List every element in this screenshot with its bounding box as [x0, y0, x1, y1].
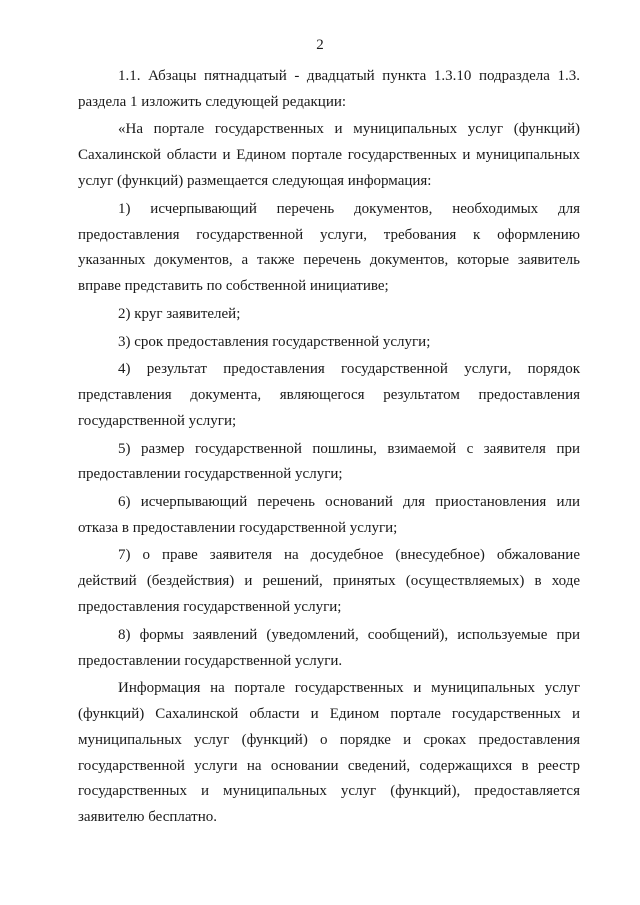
paragraph-free-of-charge: Информация на портале государственных и муниципальных услуг (функций) Сахалинской области и Едином портале государственных и муниципальных услуг (функций) о порядке и сроках предоставления государственной услуги на основании сведений, содержащихся в реестр государственных и муниципальных услуг (функций), предоставляется заявителю бесплатно. — [78, 680, 580, 826]
list-item-6: 6) исчерпывающий перечень оснований для приостановления или отказа в предоставлении государственной услуги; — [78, 493, 580, 536]
list-item-3: 3) срок предоставления государственной услуги; — [118, 333, 431, 350]
list-item-1: 1) исчерпывающий перечень документов, необходимых для предоставления государственной услуги, требования к оформлению указанных документов, а также перечень документов, которые заявитель вправе представить по собственной инициативе; — [78, 200, 580, 295]
list-item-4: 4) результат предоставления государственной услуги, порядок представления документа, являющегося результатом предоставления государственной услуги; — [78, 361, 580, 429]
list-item-2: 2) круг заявителей; — [118, 305, 241, 322]
list-item-8: 8) формы заявлений (уведомлений, сообщений), используемые при предоставлении государственной услуги. — [78, 626, 580, 669]
paragraph-portal-info-intro: «На портале государственных и муниципальных услуг (функций) Сахалинской области и Едином портале государственных и муниципальных услуг (функций) размещается следующая информация: — [78, 121, 580, 190]
page-number: 2 — [316, 37, 324, 53]
document-body — [78, 64, 580, 833]
list-item-7: 7) о праве заявителя на досудебное (внесудебное) обжалование действий (бездействия) и решений, принятых (осуществляемых) в ходе предоставления государственной услуги; — [78, 547, 580, 616]
paragraph-amendment-intro: 1.1. Абзацы пятнадцатый - двадцатый пункта 1.3.10 подраздела 1.3. раздела 1 изложить следующей редакции: — [78, 68, 580, 110]
list-item-5: 5) размер государственной пошлины, взимаемой с заявителя при предоставлении государственной услуги; — [78, 440, 580, 483]
